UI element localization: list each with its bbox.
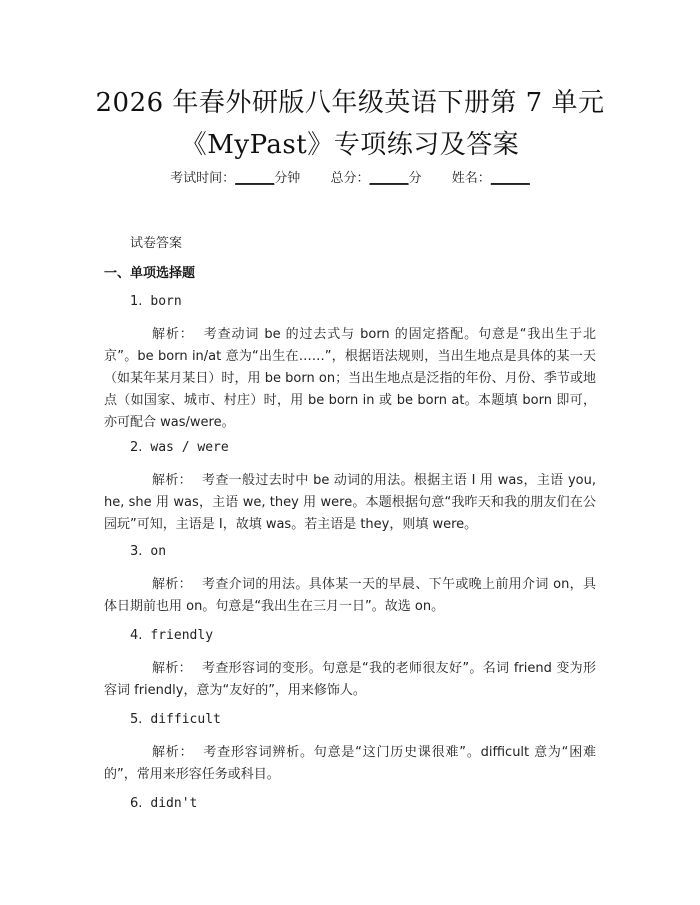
name-label: 姓名：	[451, 171, 491, 186]
analysis-block	[104, 658, 596, 702]
time-label: 考试时间：	[170, 171, 236, 186]
answer-text: on	[150, 544, 167, 559]
analysis-block	[104, 324, 596, 434]
exam-meta	[0, 170, 700, 188]
analysis-block	[104, 470, 596, 536]
item-number: 4.	[130, 628, 143, 643]
analysis-block	[104, 574, 596, 618]
answer-text: was / were	[150, 440, 229, 455]
analysis-label: 解析：	[152, 661, 192, 676]
answer-item	[130, 628, 213, 643]
analysis-block	[104, 742, 596, 786]
answer-item	[130, 712, 221, 727]
document-title-line1: 2026 年春外研版八年级英语下册第 7 单元	[95, 88, 605, 118]
score-blank: ______	[369, 171, 409, 186]
answer-text: friendly	[150, 628, 214, 643]
answer-text: difficult	[150, 712, 221, 727]
item-number: 1.	[130, 294, 143, 309]
document-title-line2: 《MyPast》专项练习及答案	[180, 130, 520, 160]
item-number: 6.	[130, 796, 143, 811]
time-unit: 分钟	[274, 171, 301, 186]
analysis-text: 考查形容词辨析。句意是“这门历史课很难”。difficult 意为“困难的”，常用来形容任务或科目。	[104, 745, 596, 782]
score-unit: 分	[408, 171, 422, 186]
analysis-label: 解析：	[152, 473, 193, 488]
time-blank: ______	[235, 171, 275, 186]
item-number: 3.	[130, 544, 143, 559]
item-number: 5.	[130, 712, 143, 727]
section-intro: 试卷答案	[130, 236, 183, 251]
answer-item	[130, 796, 197, 811]
item-number: 2.	[130, 440, 143, 455]
analysis-label: 解析：	[152, 577, 192, 592]
analysis-text: 考查一般过去时中 be 动词的用法。根据主语 I 用 was，主语 you, he, she 用 was，主语 we, they 用 were。本题根据句意“我昨天和我的朋友们在公园玩”可知，主语是 I，故填 was。若主语是 they，则填 were。	[104, 473, 596, 532]
answer-item	[130, 294, 182, 309]
analysis-text: 考查动词 be 的过去式与 born 的固定搭配。句意是“我出生于北京”。be born in/at 意为“出生在……”，根据语法规则，当出生地点是具体的某一天（如某年某月某日）时，用 be born on；当出生地点是泛指的年份、月份、季节或地点（如国家、城市、村庄）时，用 be born in 或 be born at。本题填 born 即可，亦可配合 was/were。	[104, 327, 596, 430]
analysis-label: 解析：	[152, 745, 194, 760]
answer-text: didn't	[150, 796, 198, 811]
answer-item	[130, 544, 166, 559]
analysis-text: 考查形容词的变形。句意是“我的老师很友好”。名词 friend 变为形容词 friendly，意为“友好的”，用来修饰人。	[104, 661, 596, 698]
answer-text: born	[150, 294, 182, 309]
score-label: 总分：	[330, 171, 370, 186]
answer-item	[130, 440, 229, 455]
analysis-text: 考查介词的用法。具体某一天的早晨、下午或晚上前用介词 on，具体日期前也用 on。句意是“我出生在三月一日”。故选 on。	[104, 577, 596, 614]
section-title: 一、单项选择题	[104, 266, 196, 281]
analysis-label: 解析：	[152, 327, 194, 342]
name-blank: ______	[490, 171, 530, 186]
